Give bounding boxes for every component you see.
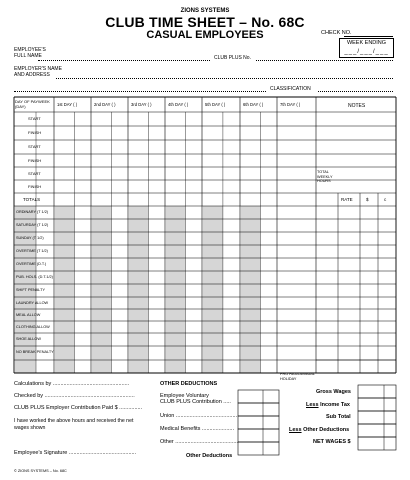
time-row-label: FINISH <box>28 158 42 163</box>
pay-shade-cell <box>203 206 223 373</box>
rate-label: RATE <box>341 197 353 202</box>
pay-shade-cell <box>55 206 74 373</box>
day-header-5: 5th DAY ( ) <box>205 102 226 107</box>
time-row-label: START <box>28 171 41 176</box>
pay-shade-cell <box>166 206 185 373</box>
net-wages-label: NET WAGES $ <box>313 439 351 445</box>
full-name-label-1: EMPLOYEE'S <box>14 47 46 53</box>
deduction-amount-cell <box>238 403 279 416</box>
week-ending-date: ___/___/___ <box>344 49 389 55</box>
day-header-1: 1st DAY ( ) <box>57 102 78 107</box>
page-title: CLUB TIME SHEET – No. 68C <box>105 14 305 30</box>
copyright: © ZIONS SYSTEMS – No. 68C <box>14 469 67 473</box>
grid-shading <box>15 112 396 373</box>
pay-shade-cell <box>129 206 148 373</box>
pay-row-label: OVERTIME (T 1/2) <box>16 249 48 253</box>
deduction-amount-cell <box>238 416 279 429</box>
pay-row-label: OVERTIME (D.T.) <box>16 262 47 266</box>
less-income-tax-label: Less Income Tax <box>306 402 350 408</box>
pay-row-label: SHOE ALLOW <box>16 337 41 341</box>
pay-row-label: ORDINARY (T 1/2) <box>16 210 49 214</box>
deduction-amount-cell <box>238 429 279 442</box>
other-label: Other ......................................... <box>160 439 238 445</box>
pay-row-label: LAUNDRY ALLOW <box>16 301 49 305</box>
union-label: Union ........................................ <box>160 413 238 419</box>
full-name-label-2: FULL NAME <box>14 53 42 59</box>
statement-line-2: wages shown <box>14 425 46 431</box>
total-weekly-hours-label: TOTAL WEEKLY HOURS <box>317 170 333 183</box>
brand-text: ZIONS SYSTEMS <box>180 8 230 14</box>
wages-amount-cell <box>358 437 396 450</box>
checked-by-label: Checked by ........................................................... <box>14 393 135 399</box>
wages-amount-cell <box>358 385 396 398</box>
deduction-amount-cell <box>238 390 279 403</box>
time-row-label: FINISH <box>28 184 42 189</box>
day-col-header: DAY OF PAYWEEK (DAY) <box>15 99 50 109</box>
pay-shade-cell <box>241 206 260 373</box>
time-row-label: START <box>28 144 41 149</box>
gross-wages-label: Gross Wages <box>316 389 351 395</box>
medical-label: Medical Benefits ..................... <box>160 426 234 432</box>
deduction-voluntary-1: Employee Voluntary <box>160 393 209 399</box>
pay-row-label: MEAL ALLOW <box>16 313 41 317</box>
time-row-label: START <box>28 116 41 121</box>
time-row-label: FINISH <box>28 130 42 135</box>
day-header-2: 2nd DAY ( ) <box>94 102 116 107</box>
pay-shade-cell <box>92 206 111 373</box>
day-header-6: 6th DAY ( ) <box>243 102 264 107</box>
other-deductions-total-label: Other Deductions <box>186 453 233 459</box>
cents-label: c <box>384 197 387 202</box>
week-ending-label: WEEK ENDING <box>346 40 387 46</box>
employer-label-2: AND ADDRESS <box>14 72 50 78</box>
club-plus-no-label: CLUB PLUS No. <box>214 55 251 61</box>
wages-amount-cell <box>358 411 396 424</box>
sub-total-label: Sub Total <box>326 414 351 420</box>
other-deductions-title: OTHER DEDUCTIONS <box>160 381 218 387</box>
less-other-deductions-label: Less Other Deductions <box>289 427 350 433</box>
deduction-voluntary-2: CLUB PLUS Contribution ..... <box>160 399 231 405</box>
pay-row-label: NO BREAK PENALTY <box>16 350 54 354</box>
totals-label: TOTALS <box>23 197 41 202</box>
deduction-amount-cell <box>238 442 279 455</box>
pay-row-label: PUB. HOLS. (D.T.1/2) <box>16 275 53 279</box>
calculations-by-label: Calculations by .................................................. <box>14 381 130 387</box>
classification-label: CLASSIFICATION <box>270 86 311 92</box>
day-header-3: 3rd DAY ( ) <box>131 102 152 107</box>
day-header-4: 4th DAY ( ) <box>168 102 189 107</box>
wages-amount-cell <box>358 424 396 437</box>
pro-rata-label: PRO RATA ANNUAL HOLIDAY <box>280 372 315 381</box>
dollar-label: $ <box>366 197 369 202</box>
statement-line-1: I have worked the above hours and received the net <box>14 418 134 424</box>
pay-row-label: CLOTHING ALLOW <box>16 325 50 329</box>
employer-label-1: EMPLOYER'S NAME <box>14 66 62 72</box>
contribution-paid-label: CLUB PLUS Employer Contribution Paid $ ............... <box>14 405 143 411</box>
day-header-7: 7th DAY ( ) <box>280 102 301 107</box>
pay-row-label: SATURDAY (T 1/2) <box>16 223 49 227</box>
pay-row-label: SHIFT PENALTY <box>16 288 45 292</box>
signature-label: Employee's Signature ............................................ <box>14 450 137 456</box>
page-subtitle: CASUAL EMPLOYEES <box>146 29 264 41</box>
check-no-label: CHECK NO. <box>321 30 352 36</box>
notes-header: NOTES <box>348 103 366 109</box>
pay-row-label: SUNDAY (T 1/2) <box>16 236 44 240</box>
wages-amount-cell <box>358 398 396 411</box>
